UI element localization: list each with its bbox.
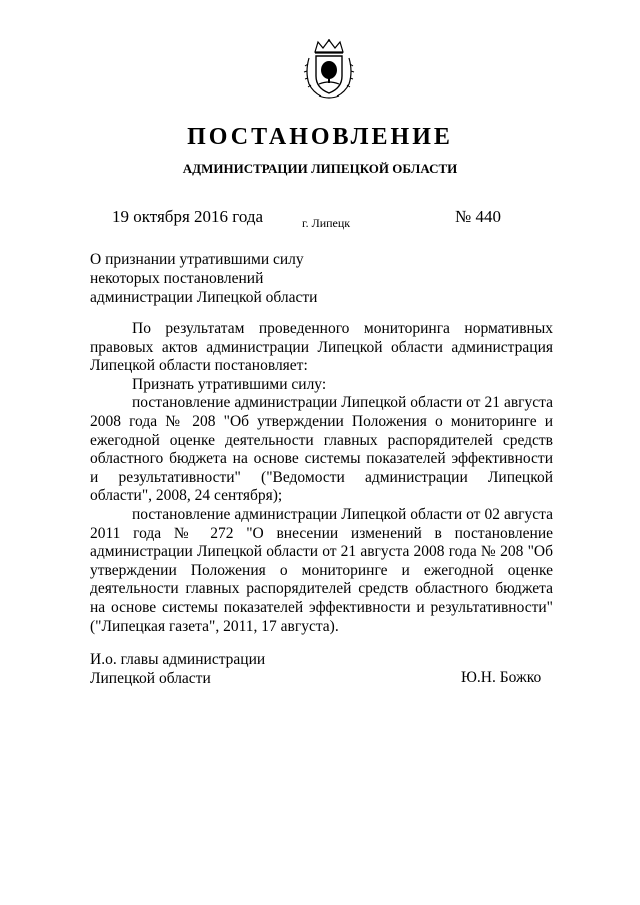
document-subtitle: АДМИНИСТРАЦИИ ЛИПЕЦКОЙ ОБЛАСТИ [182, 161, 458, 176]
signatory-position [90, 650, 265, 688]
signatory-position-line: Липецкой области [90, 670, 211, 687]
subject-line: некоторых постановлений [90, 270, 264, 287]
subject-line: О признании утратившими силу [90, 251, 304, 268]
document-city: г. Липецк [302, 216, 351, 230]
document-date: 19 октября 2016 года [112, 207, 264, 226]
body-paragraph: постановление администрации Липецкой области от 02 августа 2011 года № 272 "О внесении изменений в постановление администрации Липецкой области от 21 августа 2008 года № 208 "Об утверждении Положения о мониторинге и ежегодной оценке деятельности главных распорядителей средств областного бюджета на основе системы показателей эффективности и результативности" ("Липецкая газета", 2011, 17 августа). [90, 505, 553, 635]
subject-line: администрации Липецкой области [90, 289, 318, 306]
body-paragraph: Признать утратившими силу: [132, 375, 327, 393]
document-number: № 440 [455, 207, 501, 226]
body-paragraph: постановление администрации Липецкой области от 21 августа 2008 года № 208 "Об утверждении Положения о мониторинге и ежегодной оценке деятельности главных распорядителей средств областного бюджета на основе системы показателей эффективности и результативности" ("Ведомости администрации Липецкой области", 2008, 24 сентября); [90, 394, 553, 505]
document-body [90, 320, 553, 636]
signatory-name: Ю.Н. Божко [461, 669, 542, 686]
lipetsk-coat-of-arms-icon [303, 38, 355, 102]
body-paragraph: По результатам проведенного мониторинга нормативных правовых актов администрации Липецкой области администрация Липецкой области постановляет: [90, 320, 553, 375]
signatory-position-line: И.о. главы администрации [90, 651, 266, 668]
document-subject [90, 250, 317, 307]
document-title: ПОСТАНОВЛЕНИЕ [187, 124, 453, 150]
